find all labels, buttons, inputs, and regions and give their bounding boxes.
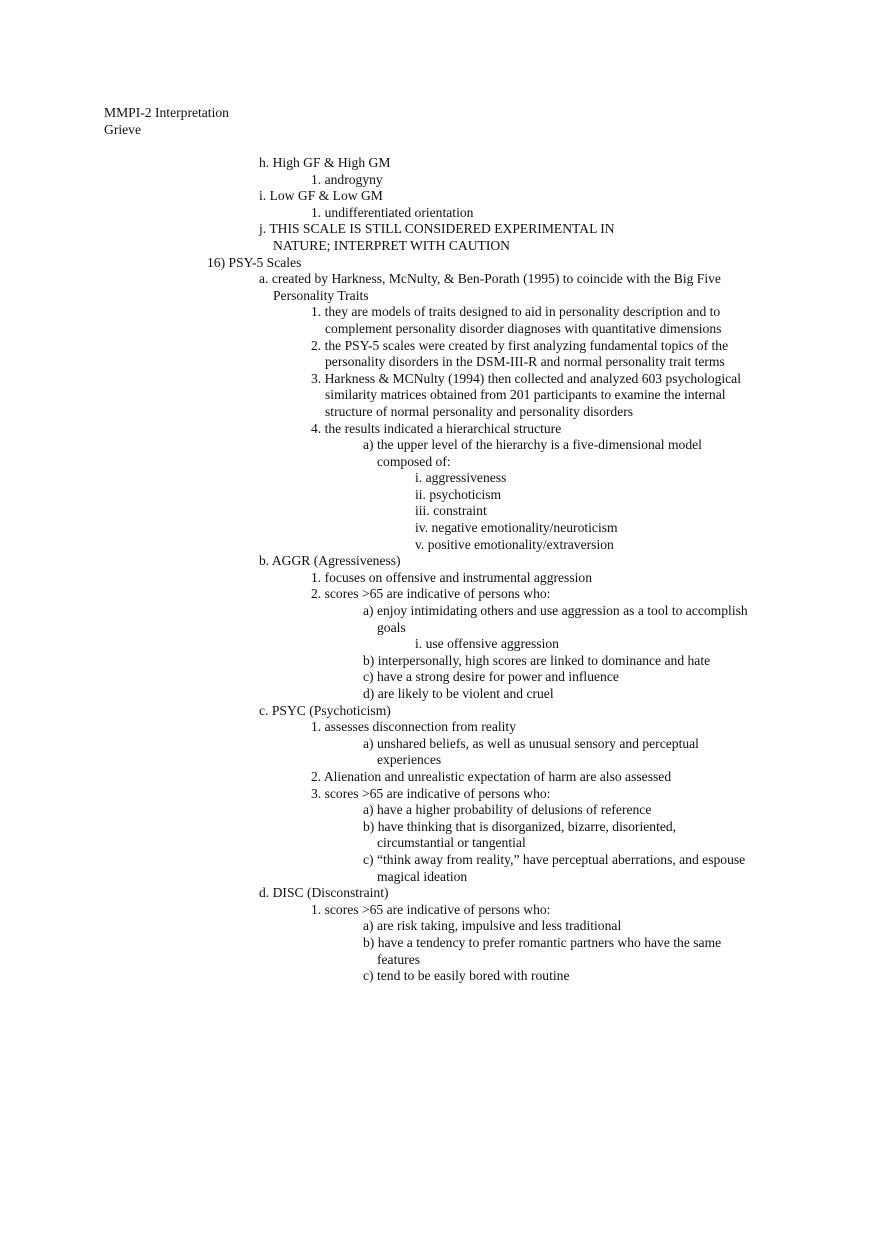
outline-item: c) “think away from reality,” have perceptual aberrations, and espouse	[363, 851, 746, 867]
outline-line-continuation: circumstantial or tangential	[377, 835, 526, 851]
outline-item: c) tend to be easily bored with routine	[363, 968, 570, 984]
outline-item: a) the upper level of the hierarchy is a five-dimensional model	[363, 437, 702, 453]
outline-item: i. use offensive aggression	[415, 636, 559, 652]
outline-item: 4. the results indicated a hierarchical structure	[311, 420, 562, 436]
outline-item: 3. Harkness & MCNulty (1994) then collected and analyzed 603 psychological	[311, 370, 741, 386]
outline-item: j. THIS SCALE IS STILL CONSIDERED EXPERIMENTAL IN	[259, 221, 615, 237]
outline-item: 1. assesses disconnection from reality	[311, 719, 516, 735]
outline-item: a. created by Harkness, McNulty, & Ben-Porath (1995) to coincide with the Big Five	[259, 271, 721, 287]
outline-item: a) have a higher probability of delusions of reference	[363, 802, 652, 818]
outline-line-continuation: composed of:	[377, 453, 451, 469]
outline-item: d) are likely to be violent and cruel	[363, 686, 554, 701]
outline-line-continuation: magical ideation	[377, 868, 468, 884]
outline-line-continuation: NATURE; INTERPRET WITH CAUTION	[273, 237, 510, 253]
outline-item: 2. the PSY-5 scales were created by first analyzing fundamental topics of the	[311, 337, 729, 353]
outline-item: 2. Alienation and unrealistic expectation of harm are also assessed	[311, 768, 672, 784]
outline-item: 1. undifferentiated orientation	[311, 204, 474, 220]
outline-body	[0, 155, 880, 985]
document-author: Grieve	[104, 122, 141, 137]
outline-item: a) unshared beliefs, as well as unusual sensory and perceptual	[363, 735, 699, 751]
outline-item: b. AGGR (Agressiveness)	[259, 553, 401, 569]
outline-line-continuation: personality disorders in the DSM-III-R and normal personality trait terms	[325, 354, 725, 370]
outline-item: 1. focuses on offensive and instrumental aggression	[311, 569, 593, 585]
outline-line-continuation: complement personality disorder diagnoses with quantitative dimensions	[325, 320, 722, 336]
outline-item: c. PSYC (Psychoticism)	[259, 702, 391, 718]
outline-item: a) are risk taking, impulsive and less traditional	[363, 918, 622, 934]
outline-item: 1. scores >65 are indicative of persons who:	[311, 901, 551, 917]
outline-item: a) enjoy intimidating others and use aggression as a tool to accomplish	[363, 603, 748, 619]
outline-line-continuation: experiences	[377, 752, 442, 768]
outline-item: d. DISC (Disconstraint)	[259, 885, 389, 901]
outline-item: 3. scores >65 are indicative of persons who:	[311, 785, 551, 801]
outline-item: c) have a strong desire for power and influence	[363, 669, 619, 685]
outline-item: v. positive emotionality/extraversion	[415, 536, 614, 552]
outline-item: b) interpersonally, high scores are linked to dominance and hate	[363, 652, 711, 668]
outline-item: 16) PSY-5 Scales	[207, 254, 302, 270]
outline-item: 1. they are models of traits designed to aid in personality description and to	[311, 304, 721, 320]
outline-line-continuation: goals	[377, 619, 406, 635]
outline-item: b) have a tendency to prefer romantic partners who have the same	[363, 934, 722, 950]
outline-item: b) have thinking that is disorganized, bizarre, disoriented,	[363, 818, 677, 834]
outline-line-continuation: Personality Traits	[273, 287, 369, 303]
outline-item: 2. scores >65 are indicative of persons who:	[311, 586, 551, 602]
outline-item: iv. negative emotionality/neuroticism	[415, 520, 618, 536]
document-header	[104, 104, 229, 138]
outline-item: h. High GF & High GM	[259, 155, 391, 170]
outline-item: iii. constraint	[415, 503, 487, 519]
outline-item: ii. psychoticism	[415, 486, 502, 502]
outline-line-continuation: similarity matrices obtained from 201 participants to examine the internal	[325, 387, 726, 403]
outline-item: i. aggressiveness	[415, 470, 507, 486]
outline-line-continuation: features	[377, 951, 421, 967]
outline-item: 1. androgyny	[311, 171, 383, 187]
document-title: MMPI-2 Interpretation	[104, 105, 229, 120]
outline-item: i. Low GF & Low GM	[259, 188, 383, 204]
outline-line-continuation: structure of normal personality and personality disorders	[325, 403, 634, 419]
